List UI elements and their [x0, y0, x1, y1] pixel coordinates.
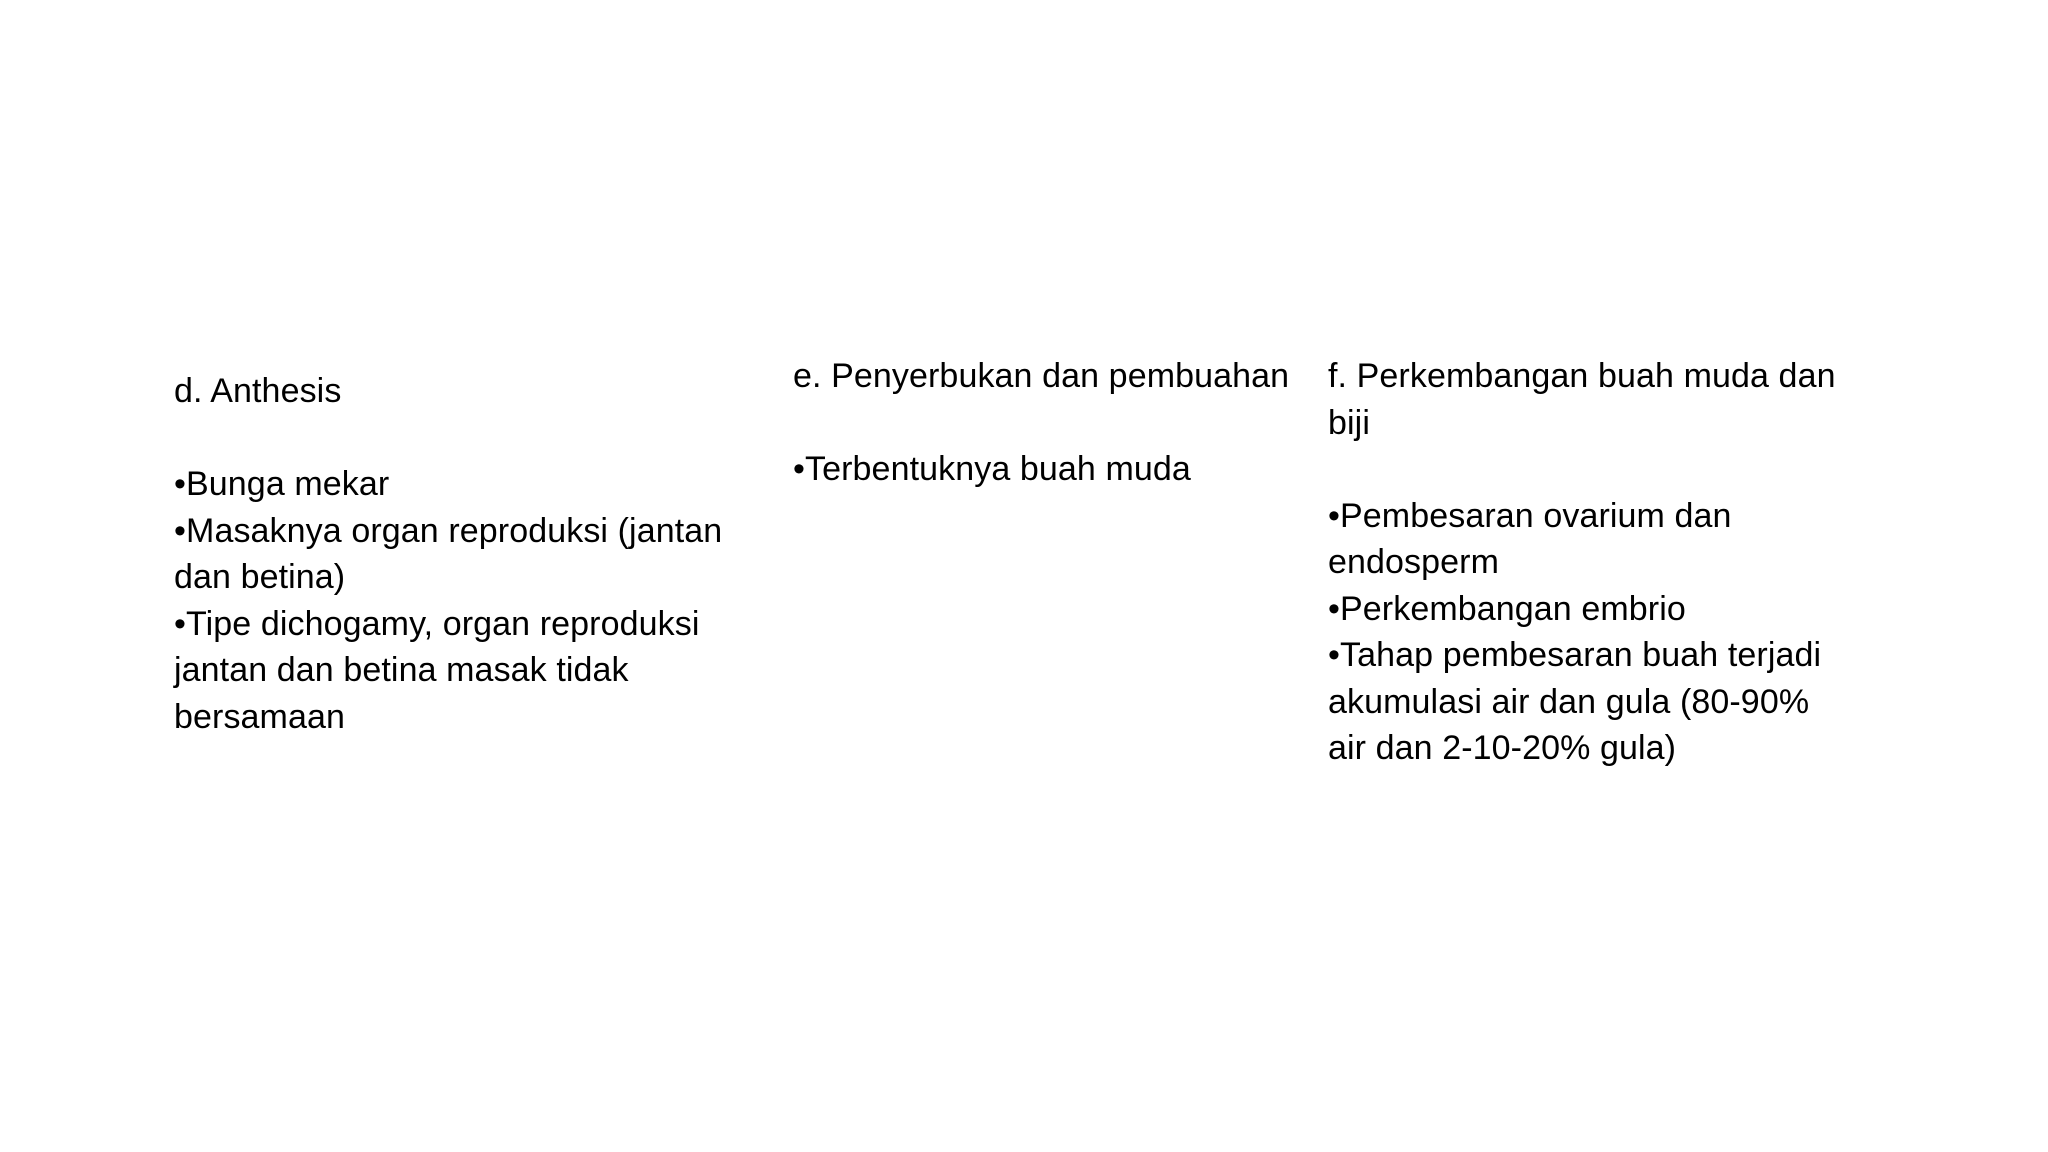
bullet-list [174, 461, 734, 740]
column-heading: d. Anthesis [174, 372, 342, 410]
bullet-item: • Pembesaran ovarium dan endosperm [1328, 493, 1848, 586]
bullet-list [793, 446, 1313, 493]
bullet-item: • Tahap pembesaran buah terjadi akumulasi air dan gula (80-90% air dan 2-10-20% gula) [1328, 632, 1848, 772]
bullet-list [1328, 493, 1848, 772]
column-heading: f. Perkembangan buah muda dan biji [1328, 357, 1836, 442]
column-perkembangan [1328, 353, 1848, 772]
bullet-item: • Tipe dichogamy, organ reproduksi jantan dan betina masak tidak bersamaan [174, 601, 734, 741]
column-anthesis [174, 368, 734, 740]
bullet-item: • Masaknya organ reproduksi (jantan dan betina) [174, 508, 734, 601]
spacer [793, 400, 1313, 447]
spacer [1328, 446, 1848, 493]
bullet-item: • Perkembangan embrio [1328, 586, 1848, 633]
bullet-item: • Bunga mekar [174, 461, 734, 508]
column-penyerbukan [793, 353, 1313, 493]
bullet-item: • Terbentuknya buah muda [793, 446, 1313, 493]
column-heading: e. Penyerbukan dan pembuahan [793, 357, 1290, 395]
spacer [174, 415, 734, 462]
